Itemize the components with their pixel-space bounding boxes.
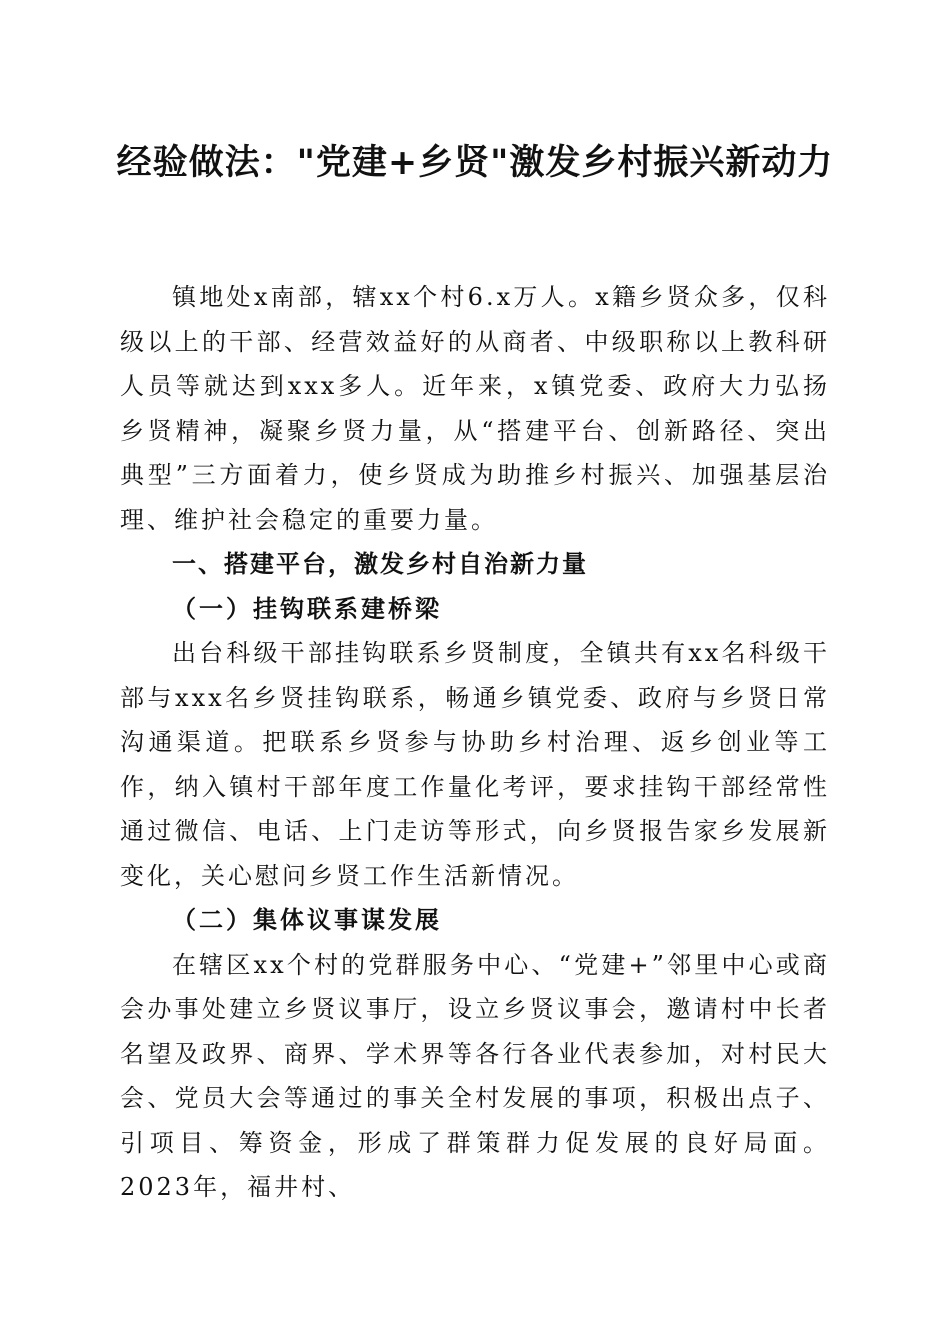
subsection-1-paragraph: 出台科级干部挂钩联系乡贤制度，全镇共有xx名科级干部与xxx名乡贤挂钩联系，畅通乡镇党委、政府与乡贤日常沟通渠道。把联系乡贤参与协助乡村治理、返乡创业等工作，纳入镇村干部年度工作量化考评，要求挂钩干部经常性通过微信、电话、上门走访等形式，向乡贤报告家乡发展新变化，关心慰问乡贤工作生活新情况。 <box>120 639 830 890</box>
subsection-2-paragraph: 在辖区xx个村的党群服务中心、“党建+”邻里中心或商会办事处建立乡贤议事厅，设立乡贤议事会，邀请村中长者名望及政界、商界、学术界等各行各业代表参加，对村民大会、党员大会等通过的事关全村发展的事项，积极出点子、引项目、筹资金，形成了群策群力促发展的良好局面。2023年，福井村、 <box>120 950 830 1201</box>
document-title: 经验做法："党建+乡贤"激发乡村振兴新动力 <box>116 143 834 183</box>
section-1-heading: 一、搭建平台，激发乡村自治新力量 <box>172 550 588 578</box>
subsection-1-heading: （一）挂钩联系建桥梁 <box>172 593 442 623</box>
subsection-2-heading: （二）集体议事谋发展 <box>172 905 442 934</box>
intro-paragraph: 镇地处x南部，辖xx个村6.x万人。x籍乡贤众多，仅科级以上的干部、经营效益好的从商者、中级职称以上教科研人员等就达到xxx多人。近年来，x镇党委、政府大力弘扬乡贤精神，凝聚乡贤力量，从“搭建平台、创新路径、突出典型”三方面着力，使乡贤成为助推乡村振兴、加强基层治理、维护社会稳定的重要力量。 <box>120 283 830 534</box>
document-body <box>120 275 830 1210</box>
